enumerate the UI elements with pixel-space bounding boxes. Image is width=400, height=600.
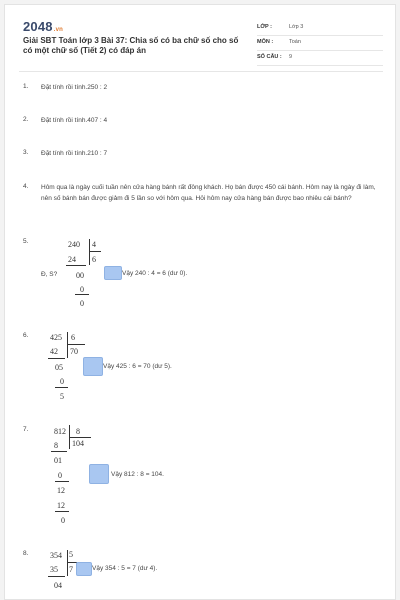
- subtract-line: [48, 576, 65, 577]
- remainder: 5: [60, 392, 64, 401]
- quotient-line: [89, 251, 101, 252]
- meta-row-class: [257, 21, 383, 36]
- question-text: Đặt tính rồi tính.250 : 2: [41, 84, 108, 91]
- answer-box[interactable]: [89, 464, 109, 484]
- meta-value: Lớp 3: [289, 24, 304, 30]
- meta-key: SỐ CÂU :: [257, 54, 282, 60]
- quotient: 7: [69, 565, 73, 574]
- question-number: 2.: [23, 116, 29, 123]
- subtrahend: 24: [68, 255, 76, 264]
- remainder: 00: [76, 271, 84, 280]
- result-text: Vậy 240 : 4 = 6 (dư 0).: [122, 270, 188, 277]
- answer-box[interactable]: [104, 266, 122, 280]
- division-bar: [67, 550, 68, 576]
- division-bar: [89, 239, 90, 265]
- subtrahend: 0: [80, 285, 84, 294]
- result-text: Vậy 812 : 8 = 104.: [111, 471, 164, 478]
- division-bar: [67, 332, 68, 358]
- subtract-line: [66, 265, 86, 266]
- subtract-line: [55, 481, 69, 482]
- result-text: Vậy 354 : 5 = 7 (dư 4).: [92, 565, 158, 572]
- result-text: Vậy 425 : 6 = 70 (dư 5).: [103, 363, 172, 370]
- quotient: 6: [92, 255, 96, 264]
- meta-value: 9: [289, 54, 293, 60]
- question-number: 7.: [23, 426, 29, 433]
- divisor: 6: [71, 333, 75, 342]
- subtract-line: [55, 511, 69, 512]
- remainder: 01: [54, 456, 62, 465]
- meta-value: Toán: [289, 39, 301, 45]
- subtract-line: [75, 294, 89, 295]
- quotient: 104: [72, 439, 84, 448]
- question-number: 3.: [23, 149, 29, 156]
- subtrahend: 0: [60, 377, 64, 386]
- answer-box[interactable]: [76, 562, 92, 576]
- question-text: Đặt tính rồi tính.407 : 4: [41, 117, 108, 124]
- answer-box[interactable]: [83, 357, 103, 376]
- question-number: 8.: [23, 550, 29, 557]
- dividend: 812: [54, 427, 66, 436]
- logo-tld: .vn: [53, 27, 64, 33]
- dividend: 354: [50, 551, 62, 560]
- meta-table: [257, 21, 383, 66]
- divisor: 5: [69, 550, 73, 559]
- subtrahend: 12: [57, 501, 65, 510]
- remainder: 04: [54, 581, 62, 590]
- subtract-line: [51, 451, 67, 452]
- page-title: Giải SBT Toán lớp 3 Bài 37: Chia số có ba chữ số cho số có một chữ số (Tiết 2) có đáp án: [23, 36, 239, 55]
- meta-key: MÔN :: [257, 39, 274, 45]
- worksheet-page: [4, 4, 396, 600]
- meta-row-subject: [257, 36, 383, 51]
- header-divider: [19, 71, 383, 72]
- subtract-line: [55, 387, 68, 388]
- quotient-line: [69, 437, 91, 438]
- question-text: Hôm qua là ngày cuối tuần nên cửa hàng bánh rất đông khách. Họ bán được 450 cái bánh. Hôm nay là ngày đi làm, nên số bánh bán được giảm đi 5 lần so với hôm qua. Hỏi hôm nay cửa hàng bán được bao nhiêu cái bánh?: [41, 184, 376, 202]
- divisor: 4: [92, 240, 96, 249]
- remainder: 0: [80, 299, 84, 308]
- true-false-label: Đ, S?: [41, 271, 58, 278]
- remainder: 05: [55, 363, 63, 372]
- question-text: Đặt tính rồi tính.210 : 7: [41, 150, 108, 157]
- meta-row-count: [257, 51, 383, 66]
- divisor: 8: [76, 427, 80, 436]
- question-number: 6.: [23, 332, 29, 339]
- site-logo[interactable]: [23, 19, 63, 34]
- meta-key: LỚP :: [257, 24, 272, 30]
- remainder: 12: [57, 486, 65, 495]
- dividend: 240: [68, 240, 80, 249]
- subtrahend: 0: [58, 471, 62, 480]
- dividend: 425: [50, 333, 62, 342]
- quotient-line: [67, 344, 85, 345]
- subtract-line: [48, 358, 65, 359]
- logo-main: 2048: [23, 19, 53, 34]
- remainder: 0: [61, 516, 65, 525]
- question-number: 1.: [23, 83, 29, 90]
- question-number: 5.: [23, 238, 29, 245]
- question-number: 4.: [23, 183, 29, 190]
- subtrahend: 8: [54, 441, 58, 450]
- subtrahend: 42: [50, 347, 58, 356]
- subtrahend: 35: [50, 565, 58, 574]
- quotient: 70: [70, 347, 78, 356]
